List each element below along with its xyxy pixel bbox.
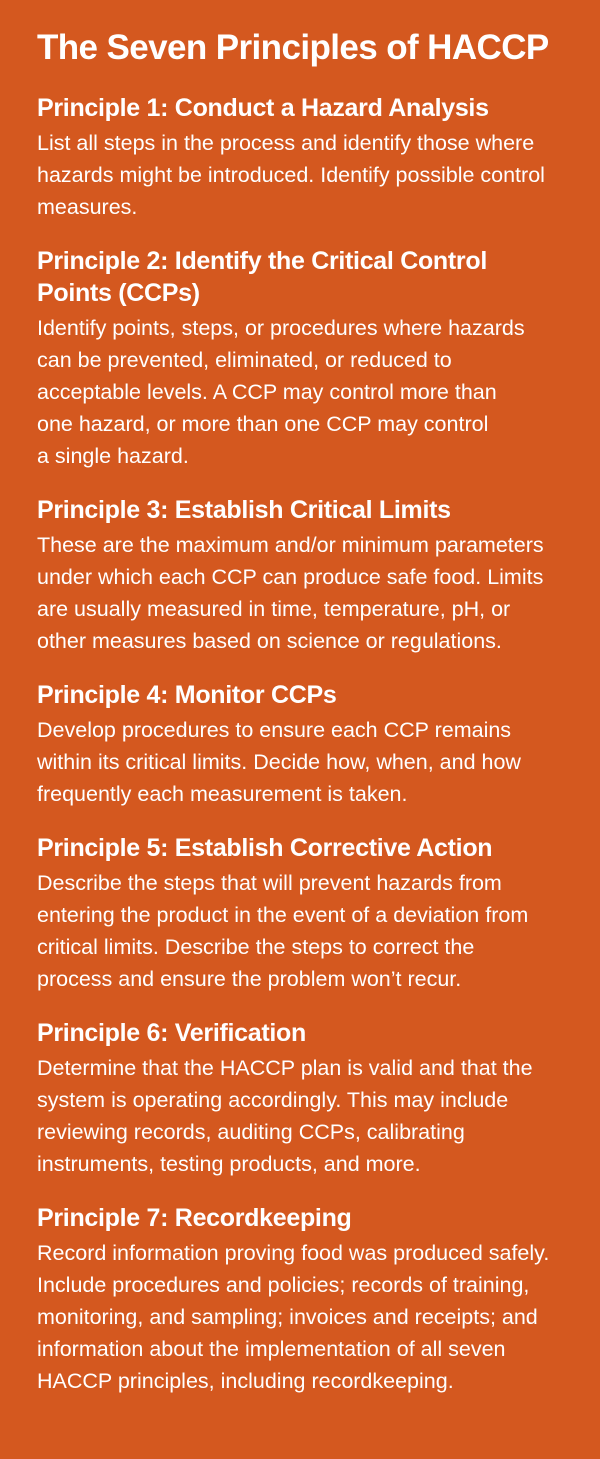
principle-1 — [37, 92, 580, 223]
principle-description-line: reviewing records, auditing CCPs, calibrating — [37, 1120, 465, 1144]
principle-description-line: Develop procedures to ensure each CCP remains — [37, 718, 512, 742]
principle-description-line: These are the maximum and/or minimum parameters — [37, 533, 544, 557]
principle-description-line: Determine that the HACCP plan is valid and that the — [37, 1056, 533, 1080]
principle-description-line: within its critical limits. Decide how, when, and how — [37, 750, 521, 774]
principle-description-line: a single hazard. — [37, 444, 189, 468]
principle-heading: Principle 6: Verification — [37, 1019, 306, 1047]
principle-heading: Principle 2: Identify the Critical Control Points (CCPs) — [37, 247, 487, 307]
principle-description — [37, 529, 567, 657]
principle-description-line: measures. — [37, 195, 138, 219]
principle-description-line: hazards might be introduced. Identify possible control — [37, 163, 545, 187]
principle-description — [37, 714, 567, 810]
principle-heading: Principle 7: Recordkeeping — [37, 1204, 352, 1232]
principle-description-line: frequently each measurement is taken. — [37, 782, 408, 806]
principle-description-line: under which each CCP can produce safe food. Limits — [37, 565, 544, 589]
principle-description-line: Identify points, steps, or procedures where hazards — [37, 316, 525, 340]
principle-description-line: process and ensure the problem won’t recur. — [37, 967, 462, 991]
principle-7 — [37, 1202, 580, 1397]
principle-4 — [37, 679, 580, 810]
principles-list — [37, 92, 580, 1397]
principle-description-line: Include procedures and policies; records of training, — [37, 1273, 530, 1297]
page-title: The Seven Principles of HACCP — [37, 28, 549, 67]
principle-heading: Principle 1: Conduct a Hazard Analysis — [37, 94, 489, 122]
principle-description — [37, 127, 567, 223]
principle-description-line: instruments, testing products, and more. — [37, 1152, 421, 1176]
principle-description-line: critical limits. Describe the steps to correct the — [37, 935, 475, 959]
principle-description-line: other measures based on science or regulations. — [37, 629, 502, 653]
principle-description — [37, 1237, 567, 1397]
principle-description-line: entering the product in the event of a deviation from — [37, 903, 529, 927]
principle-description — [37, 312, 567, 472]
principle-heading: Principle 5: Establish Corrective Action — [37, 834, 493, 862]
principle-description-line: can be prevented, eliminated, or reduced to — [37, 348, 452, 372]
principle-6 — [37, 1017, 580, 1180]
principle-description-line: acceptable levels. A CCP may control more than — [37, 380, 497, 404]
principle-description-line: List all steps in the process and identify those where — [37, 131, 535, 155]
principle-description — [37, 867, 567, 995]
principle-heading: Principle 3: Establish Critical Limits — [37, 496, 451, 524]
principle-description-line: system is operating accordingly. This may include — [37, 1088, 509, 1112]
principle-description-line: one hazard, or more than one CCP may control — [37, 412, 489, 436]
principle-3 — [37, 494, 580, 657]
principle-2 — [37, 245, 580, 472]
principle-description-line: are usually measured in time, temperature, pH, or — [37, 597, 511, 621]
principle-description-line: Describe the steps that will prevent hazards from — [37, 871, 502, 895]
principle-description — [37, 1052, 567, 1180]
principle-description-line: Record information proving food was produced safely. — [37, 1241, 550, 1265]
principle-description-line: information about the implementation of all seven — [37, 1337, 506, 1361]
principle-heading: Principle 4: Monitor CCPs — [37, 681, 337, 709]
principle-5 — [37, 832, 580, 995]
principle-description-line: monitoring, and sampling; invoices and receipts; and — [37, 1305, 538, 1329]
principle-description-line: HACCP principles, including recordkeeping. — [37, 1369, 454, 1393]
